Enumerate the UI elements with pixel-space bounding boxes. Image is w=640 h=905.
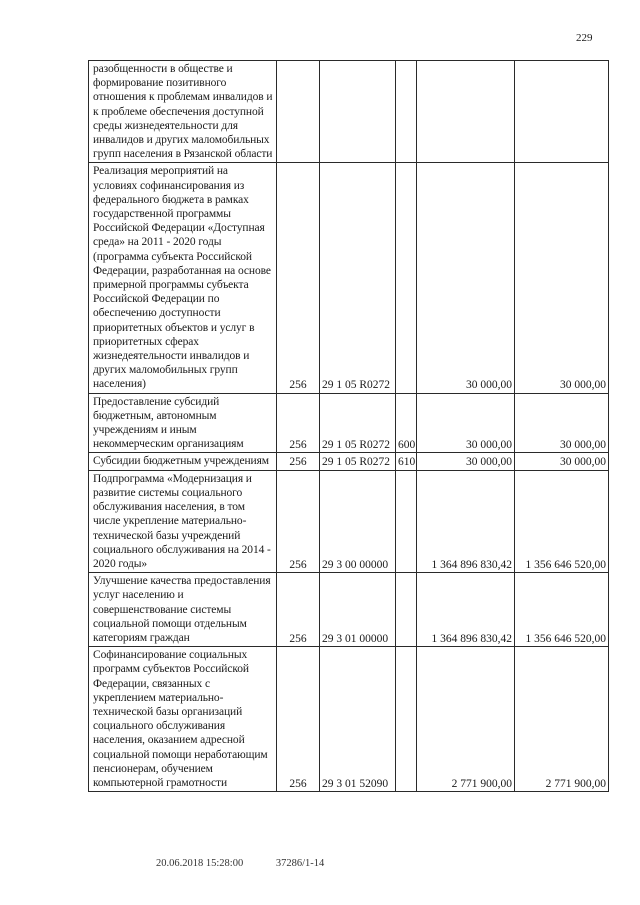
grbs-cell: 256 xyxy=(277,647,320,792)
table-row xyxy=(89,163,609,393)
sum-2019-cell: 30 000,00 xyxy=(417,393,515,453)
sum-2020-cell: 1 356 646 520,00 xyxy=(515,470,609,572)
grbs-cell: 256 xyxy=(277,470,320,572)
table-row xyxy=(89,573,609,647)
sum-2020-cell: 30 000,00 xyxy=(515,163,609,393)
row-name: Предоставление субсидий бюджетным, автономным учреждениям и иным некоммерческим организациям xyxy=(89,393,277,453)
sum-2020-cell: 1 356 646 520,00 xyxy=(515,573,609,647)
table-row xyxy=(89,393,609,453)
sum-2020-cell: 30 000,00 xyxy=(515,393,609,453)
vr-cell: 600 xyxy=(396,393,417,453)
sum-2019-cell: 1 364 896 830,42 xyxy=(417,573,515,647)
vr-cell xyxy=(396,61,417,163)
row-name: разобщенности в обществе и формирование позитивного отношения к проблемам инвалидов и к проблеме обеспечения доступной среды жизнедеятельности для инвалидов и других маломобильных групп населения в Рязанской области xyxy=(89,61,277,163)
sum-2019-cell: 1 364 896 830,42 xyxy=(417,470,515,572)
csr-cell: 29 1 05 R0272 xyxy=(320,163,396,393)
vr-cell xyxy=(396,163,417,393)
footer-timestamp: 20.06.2018 15:28:00 xyxy=(156,858,244,869)
sum-2020-cell: 30 000,00 xyxy=(515,453,609,470)
row-name: Софинансирование социальных программ субъектов Российской Федерации, связанных с укреплением материально-технической базы организаций социального обслуживания населения, оказанием адресной социальной помощи неработающим пенсионерам, обучением компьютерной грамотности xyxy=(89,647,277,792)
sum-2019-cell: 30 000,00 xyxy=(417,453,515,470)
grbs-cell: 256 xyxy=(277,393,320,453)
vr-cell xyxy=(396,470,417,572)
document-footer xyxy=(156,858,324,869)
table-row xyxy=(89,470,609,572)
sum-2019-cell: 30 000,00 xyxy=(417,163,515,393)
table-row xyxy=(89,61,609,163)
table-row xyxy=(89,453,609,470)
row-name: Субсидии бюджетным учреждениям xyxy=(89,453,277,470)
grbs-cell: 256 xyxy=(277,453,320,470)
grbs-cell: 256 xyxy=(277,163,320,393)
footer-document-id: 37286/1-14 xyxy=(275,858,325,869)
table-row xyxy=(89,647,609,792)
csr-cell xyxy=(320,61,396,163)
sum-2020-cell xyxy=(515,61,609,163)
vr-cell xyxy=(396,573,417,647)
grbs-cell xyxy=(277,61,320,163)
csr-cell: 29 1 05 R0272 xyxy=(320,393,396,453)
row-name: Улучшение качества предоставления услуг населению и совершенствование системы социальной помощи отдельным категориям граждан xyxy=(89,573,277,647)
page-number: 229 xyxy=(576,32,593,44)
csr-cell: 29 3 00 00000 xyxy=(320,470,396,572)
vr-cell: 610 xyxy=(396,453,417,470)
csr-cell: 29 3 01 52090 xyxy=(320,647,396,792)
sum-2020-cell: 2 771 900,00 xyxy=(515,647,609,792)
csr-cell: 29 1 05 R0272 xyxy=(320,453,396,470)
grbs-cell: 256 xyxy=(277,573,320,647)
row-name: Реализация мероприятий на условиях софинансирования из федерального бюджета в рамках государственной программы Российской Федерации «Доступная среда» на 2011 - 2020 годы (программа субъекта Российской Федерации, разработанная на основе примерной программы субъекта Российской Федерации по обеспечению доступности приоритетных объектов и услуг в приоритетных сферах жизнедеятельности инвалидов и других маломобильных групп населения) xyxy=(89,163,277,393)
row-name: Подпрограмма «Модернизация и развитие системы социального обслуживания населения, в том числе укрепление материально-технической базы учреждений социального обслуживания на 2014 - 2020 годы» xyxy=(89,470,277,572)
sum-2019-cell: 2 771 900,00 xyxy=(417,647,515,792)
csr-cell: 29 3 01 00000 xyxy=(320,573,396,647)
vr-cell xyxy=(396,647,417,792)
sum-2019-cell xyxy=(417,61,515,163)
budget-table xyxy=(88,60,609,792)
